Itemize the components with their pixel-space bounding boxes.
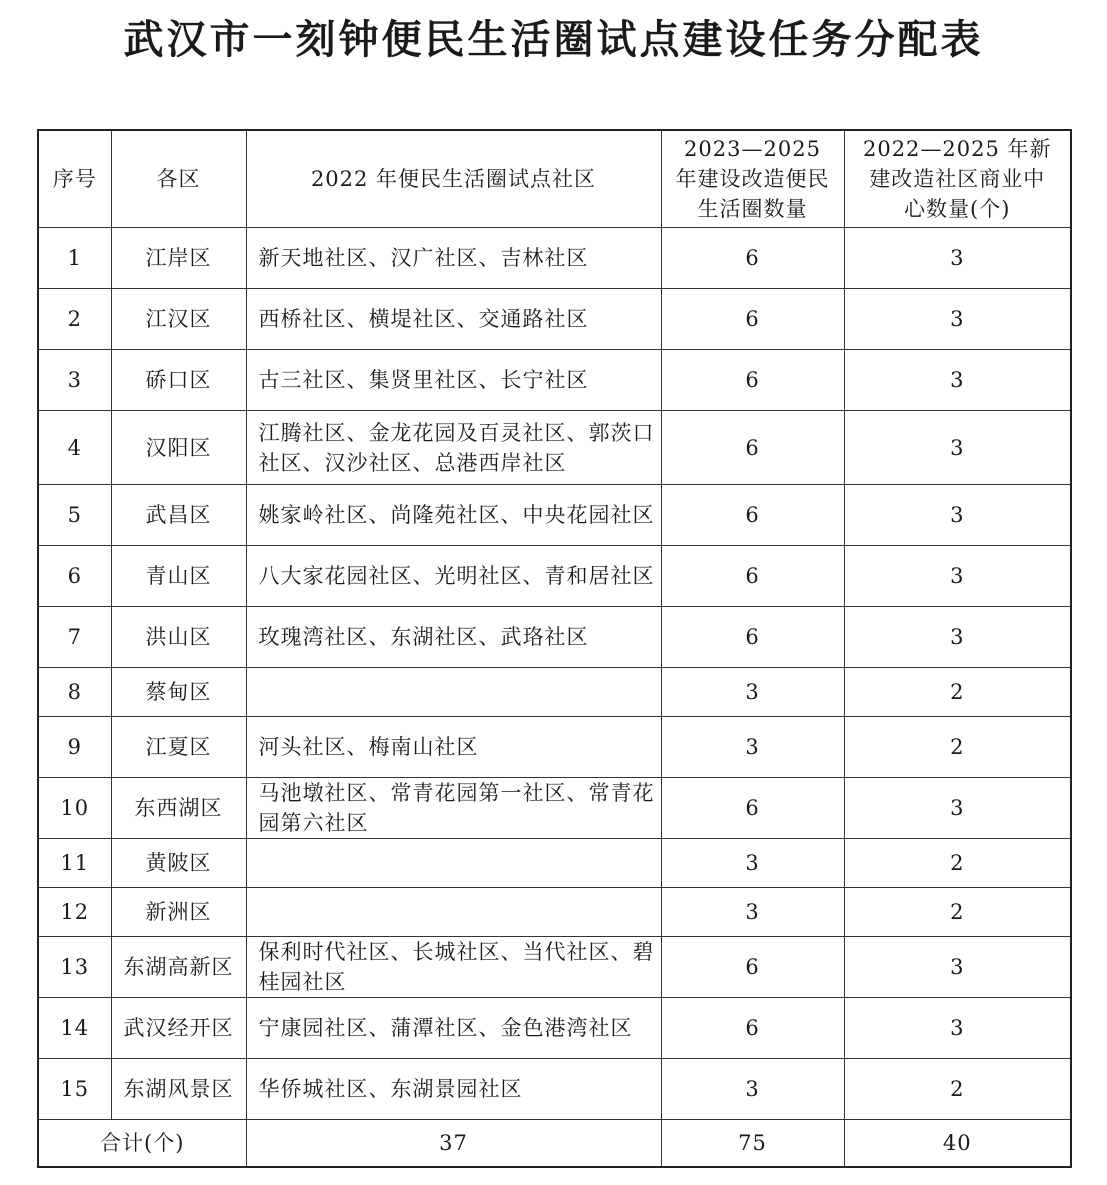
cell-seq: 9 [38,717,111,778]
cell-seq: 4 [38,411,111,485]
cell-centers: 2 [844,839,1071,888]
cell-circles: 6 [661,778,844,839]
cell-circles: 6 [661,546,844,607]
table-row [38,888,1071,937]
table-row [38,228,1071,289]
cell-circles: 6 [661,228,844,289]
cell-circles: 6 [661,350,844,411]
header-communities: 2022 年便民生活圈试点社区 [246,130,661,228]
cell-seq: 15 [38,1059,111,1120]
total-row [38,1120,1071,1168]
header-centers: 2022—2025 年新建改造社区商业中心数量(个) [844,130,1071,228]
table-row [38,485,1071,546]
cell-centers: 3 [844,350,1071,411]
table-row [38,1059,1071,1120]
cell-seq: 1 [38,228,111,289]
cell-district: 武汉经开区 [111,998,246,1059]
cell-circles: 6 [661,485,844,546]
cell-district: 东湖高新区 [111,937,246,998]
cell-communities: 古三社区、集贤里社区、长宁社区 [246,350,661,411]
cell-centers: 2 [844,717,1071,778]
cell-circles: 6 [661,998,844,1059]
table-row [38,289,1071,350]
cell-district: 东湖风景区 [111,1059,246,1120]
table-row [38,778,1071,839]
cell-communities: 姚家岭社区、尚隆苑社区、中央花园社区 [246,485,661,546]
cell-circles: 6 [661,937,844,998]
total-centers: 40 [844,1120,1071,1168]
cell-centers: 3 [844,937,1071,998]
cell-centers: 3 [844,228,1071,289]
cell-circles: 3 [661,839,844,888]
cell-circles: 3 [661,1059,844,1120]
cell-seq: 10 [38,778,111,839]
total-label: 合计(个) [38,1120,246,1168]
table-row [38,607,1071,668]
table-row [38,937,1071,998]
cell-circles: 6 [661,289,844,350]
cell-seq: 13 [38,937,111,998]
cell-district: 黄陂区 [111,839,246,888]
cell-communities: 八大家花园社区、光明社区、青和居社区 [246,546,661,607]
cell-circles: 3 [661,717,844,778]
table-row [38,411,1071,485]
cell-seq: 12 [38,888,111,937]
cell-communities [246,888,661,937]
cell-seq: 7 [38,607,111,668]
cell-district: 蔡甸区 [111,668,246,717]
cell-centers: 3 [844,998,1071,1059]
cell-circles: 3 [661,888,844,937]
cell-district: 江夏区 [111,717,246,778]
cell-communities: 新天地社区、汉广社区、吉林社区 [246,228,661,289]
cell-centers: 2 [844,1059,1071,1120]
cell-communities: 玫瑰湾社区、东湖社区、武珞社区 [246,607,661,668]
cell-circles: 6 [661,411,844,485]
table-row [38,998,1071,1059]
table-row [38,668,1071,717]
table-row [38,839,1071,888]
cell-centers: 3 [844,607,1071,668]
cell-centers: 3 [844,289,1071,350]
cell-district: 硚口区 [111,350,246,411]
cell-communities: 宁康园社区、蒲潭社区、金色港湾社区 [246,998,661,1059]
cell-communities: 西桥社区、横堤社区、交通路社区 [246,289,661,350]
header-row [38,130,1071,228]
cell-centers: 3 [844,411,1071,485]
cell-district: 新洲区 [111,888,246,937]
cell-district: 江汉区 [111,289,246,350]
cell-communities: 华侨城社区、东湖景园社区 [246,1059,661,1120]
cell-seq: 5 [38,485,111,546]
cell-seq: 2 [38,289,111,350]
cell-seq: 14 [38,998,111,1059]
task-allocation-table [37,129,1072,1168]
cell-centers: 2 [844,668,1071,717]
cell-district: 武昌区 [111,485,246,546]
cell-centers: 3 [844,546,1071,607]
table-row [38,717,1071,778]
cell-circles: 3 [661,668,844,717]
cell-communities [246,668,661,717]
page-title: 武汉市一刻钟便民生活圈试点建设任务分配表 [123,17,984,63]
table-row [38,350,1071,411]
cell-district: 江岸区 [111,228,246,289]
cell-district: 洪山区 [111,607,246,668]
cell-seq: 8 [38,668,111,717]
cell-centers: 2 [844,888,1071,937]
cell-district: 汉阳区 [111,411,246,485]
cell-seq: 3 [38,350,111,411]
cell-circles: 6 [661,607,844,668]
cell-centers: 3 [844,485,1071,546]
cell-communities: 江腾社区、金龙花园及百灵社区、郭茨口社区、汉沙社区、总港西岸社区 [246,411,661,485]
total-communities: 37 [246,1120,661,1168]
cell-district: 青山区 [111,546,246,607]
header-district: 各区 [111,130,246,228]
cell-communities: 河头社区、梅南山社区 [246,717,661,778]
cell-communities: 马池墩社区、常青花园第一社区、常青花园第六社区 [246,778,661,839]
table-row [38,546,1071,607]
cell-centers: 3 [844,778,1071,839]
header-seq: 序号 [38,130,111,228]
cell-seq: 6 [38,546,111,607]
header-circles: 2023—2025 年建设改造便民生活圈数量 [661,130,844,228]
cell-seq: 11 [38,839,111,888]
cell-communities: 保利时代社区、长城社区、当代社区、碧桂园社区 [246,937,661,998]
cell-district: 东西湖区 [111,778,246,839]
total-circles: 75 [661,1120,844,1168]
cell-communities [246,839,661,888]
